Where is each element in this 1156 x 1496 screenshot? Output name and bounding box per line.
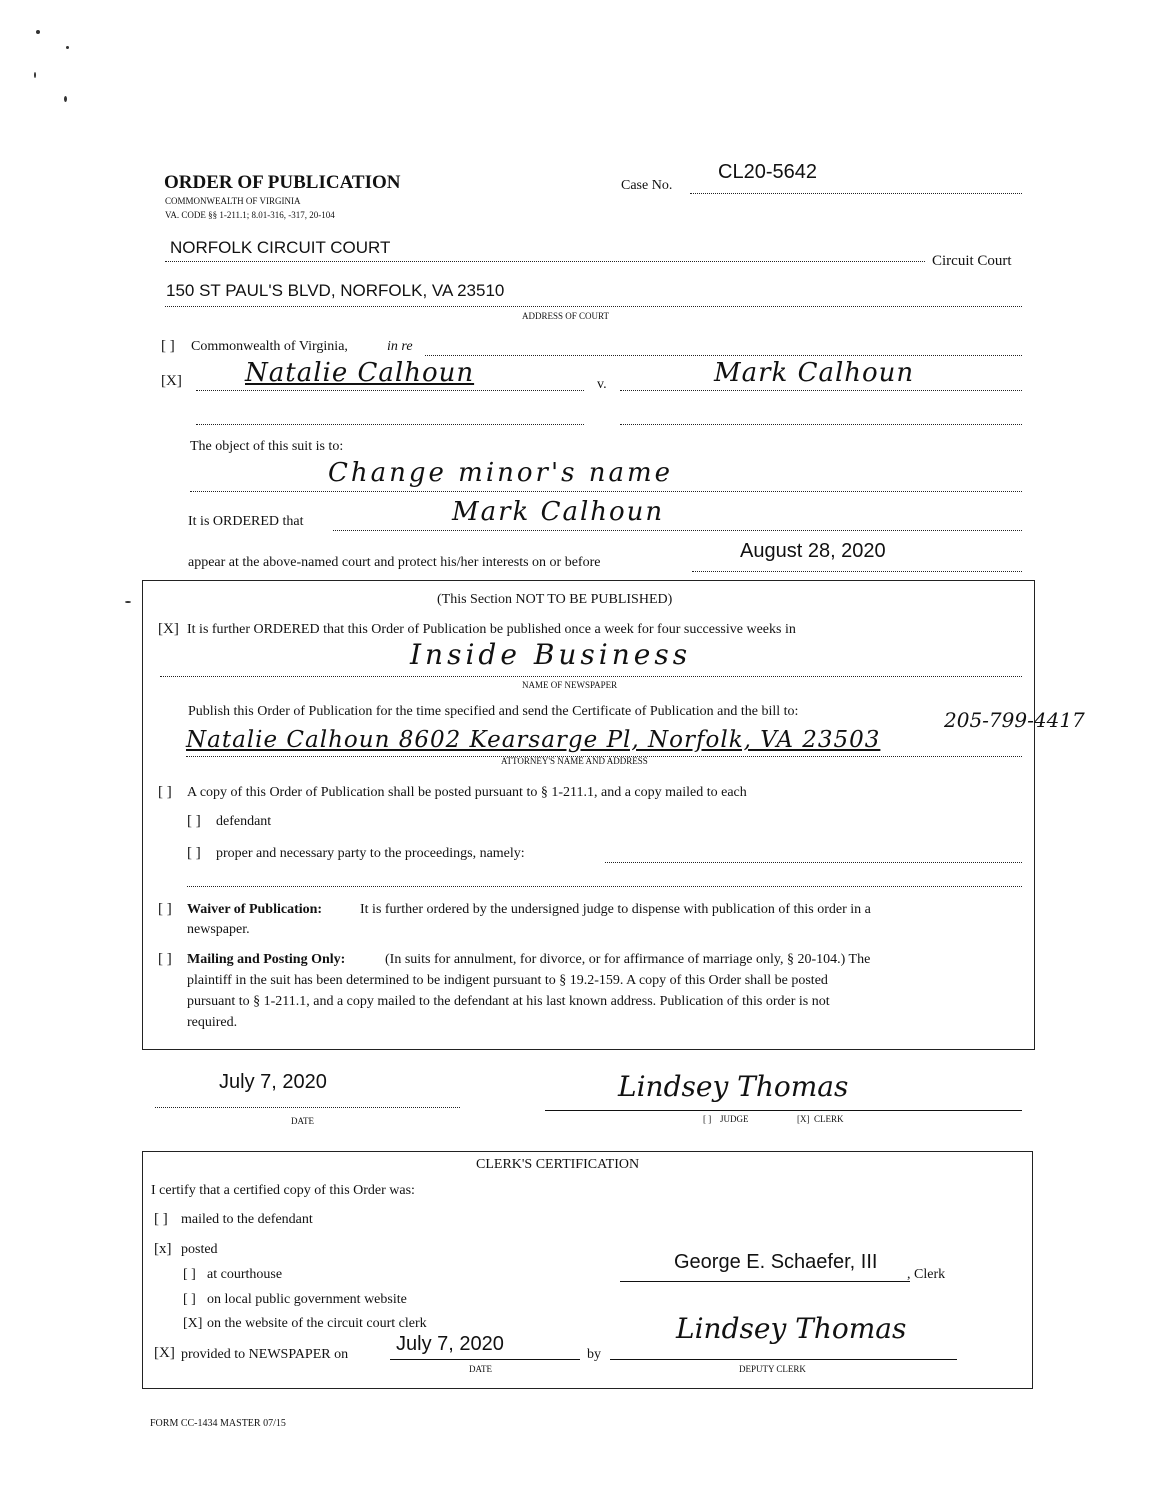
court-address-line (165, 306, 1022, 307)
scan-speck (64, 96, 67, 102)
posted-cert-checkbox[interactable]: [x] (154, 1241, 172, 1257)
publish-checkbox[interactable]: [X] (158, 621, 179, 637)
plaintiff-line-2 (196, 424, 584, 425)
commonwealth-line (425, 355, 1022, 356)
versus-checkbox[interactable]: [X] (161, 373, 182, 389)
circuit-court-suffix: Circuit Court (932, 253, 1012, 269)
newspaper-date-caption: DATE (469, 1364, 492, 1374)
circuit-website-text: on the website of the circuit court clerk (207, 1316, 427, 1331)
mailing-line-2: plaintiff in the suit has been determined to be indigent pursuant to § 19.2-159. A copy of this Order shall be posted (187, 973, 828, 988)
posted-checkbox[interactable]: [ ] (158, 784, 172, 800)
not-published-heading: (This Section NOT TO BE PUBLISHED) (437, 592, 673, 607)
party-text: proper and necessary party to the proceedings, namely: (216, 846, 525, 861)
court-address[interactable]: 150 ST PAUL'S BLVD, NORFOLK, VA 23510 (166, 281, 505, 300)
clerk-checkbox[interactable]: [X] (797, 1114, 810, 1124)
waiver-line-2: newspaper. (187, 922, 250, 937)
form-subtitle: COMMONWEALTH OF VIRGINIA (165, 196, 301, 206)
address-caption: ADDRESS OF COURT (522, 311, 609, 321)
bill-phone[interactable]: 205-799-4417 (944, 708, 1085, 732)
va-code: VA. CODE §§ 1-211.1; 8.01-316, -317, 20-104 (165, 210, 335, 220)
mailing-line-3: pursuant to § 1-211.1, and a copy mailed to the defendant at his last known address. Publication of this order is not (187, 994, 830, 1009)
form-title: ORDER OF PUBLICATION (164, 172, 401, 193)
certification-intro: I certify that a certified copy of this Order was: (151, 1183, 415, 1198)
mailing-line-4: required. (187, 1015, 238, 1030)
attorney-name-address[interactable]: Natalie Calhoun 8602 Kearsarge Pl, Norfolk, VA 23503 (186, 727, 881, 753)
commonwealth-label: Commonwealth of Virginia, (191, 339, 348, 354)
party-line (605, 862, 1022, 863)
scan-speck (36, 30, 40, 34)
bill-text: Publish this Order of Publication for the time specified and send the Certificate of Publication and the bill to: (188, 704, 799, 719)
posted-text: A copy of this Order of Publication shall be posted pursuant to § 1-211.1, and a copy mailed to each (187, 785, 747, 800)
judge-label: JUDGE (720, 1114, 749, 1124)
local-website-checkbox[interactable]: [ ] (183, 1292, 196, 1307)
form-number: FORM CC-1434 MASTER 07/15 (150, 1418, 286, 1429)
versus-label: v. (597, 377, 607, 392)
case-number[interactable]: CL20-5642 (718, 161, 817, 183)
appear-date-line (692, 571, 1022, 572)
order-date-caption: DATE (291, 1116, 314, 1126)
newspaper-cert-date[interactable]: July 7, 2020 (396, 1333, 504, 1355)
plaintiff-line (196, 390, 584, 391)
scan-speck (66, 46, 69, 49)
order-date[interactable]: July 7, 2020 (219, 1071, 327, 1093)
publish-text: It is further ORDERED that this Order of Publication be published once a week for four successive weeks in (187, 622, 796, 637)
court-name-line (165, 261, 925, 262)
local-website-text: on local public government website (207, 1292, 407, 1307)
party-line-2 (187, 886, 1022, 887)
defendant-line-2 (620, 424, 1022, 425)
waiver-line-1: It is further ordered by the undersigned judge to dispense with publication of this order in a (360, 902, 871, 917)
mailing-line-1: (In suits for annulment, for divorce, or for affirmance of marriage only, § 20-104.) The (385, 952, 871, 967)
circuit-website-checkbox[interactable]: [X] (183, 1316, 203, 1331)
courthouse-text: at courthouse (207, 1267, 283, 1282)
case-label: Case No. (621, 178, 673, 193)
scan-speck (34, 72, 36, 78)
defendant-line (620, 390, 1022, 391)
newspaper-caption: NAME OF NEWSPAPER (522, 680, 618, 690)
object-line (190, 491, 1022, 492)
signature-line (545, 1110, 1022, 1111)
judge-checkbox[interactable]: [ ] (703, 1114, 712, 1124)
defendant-name[interactable]: Mark Calhoun (714, 358, 915, 388)
attorney-caption: ATTORNEY'S NAME AND ADDRESS (501, 756, 648, 766)
scan-speck (125, 601, 131, 603)
waiver-checkbox[interactable]: [ ] (158, 901, 172, 917)
newspaper-line (160, 676, 1022, 677)
case-number-line (690, 193, 1022, 194)
newspaper-cert-checkbox[interactable]: [X] (154, 1345, 175, 1361)
appear-date[interactable]: August 28, 2020 (740, 540, 886, 562)
party-checkbox[interactable]: [ ] (187, 845, 201, 861)
in-re-label: in re (387, 339, 413, 354)
waiver-bold-label: Waiver of Publication: (187, 902, 323, 917)
posted-cert-text: posted (181, 1242, 218, 1257)
deputy-caption: DEPUTY CLERK (739, 1364, 806, 1374)
newspaper-date-line (390, 1359, 580, 1360)
plaintiff-name[interactable]: Natalie Calhoun (245, 358, 475, 388)
defendant-text: defendant (216, 814, 272, 829)
clerk-suffix: , Clerk (907, 1267, 946, 1282)
ordered-line (333, 530, 1022, 531)
ordered-label: It is ORDERED that (188, 514, 304, 529)
order-date-line (155, 1107, 460, 1108)
clerk-label: CLERK (814, 1114, 844, 1124)
appear-text: appear at the above-named court and protect his/her interests on or before (188, 555, 601, 570)
clerk-name[interactable]: George E. Schaefer, III (674, 1251, 878, 1273)
court-name[interactable]: NORFOLK CIRCUIT COURT (170, 238, 391, 257)
ordered-party[interactable]: Mark Calhoun (452, 497, 665, 527)
deputy-clerk-signature: Lindsey Thomas (676, 1312, 907, 1345)
newspaper-cert-text: provided to NEWSPAPER on (181, 1347, 349, 1362)
mailed-text: mailed to the defendant (181, 1212, 313, 1227)
by-label: by (587, 1347, 601, 1362)
certification-heading: CLERK'S CERTIFICATION (476, 1157, 640, 1172)
object-value[interactable]: Change minor's name (328, 458, 674, 488)
mailing-bold-label: Mailing and Posting Only: (187, 952, 346, 967)
object-label: The object of this suit is to: (190, 439, 344, 454)
commonwealth-checkbox[interactable]: [ ] (161, 338, 175, 354)
judge-clerk-signature: Lindsey Thomas (618, 1070, 849, 1103)
deputy-signature-line (610, 1359, 957, 1360)
defendant-checkbox[interactable]: [ ] (187, 813, 201, 829)
newspaper-name[interactable]: Inside Business (410, 638, 692, 671)
mailed-checkbox[interactable]: [ ] (154, 1211, 168, 1227)
courthouse-checkbox[interactable]: [ ] (183, 1267, 196, 1282)
clerk-name-line (620, 1281, 910, 1282)
mailing-checkbox[interactable]: [ ] (158, 951, 172, 967)
